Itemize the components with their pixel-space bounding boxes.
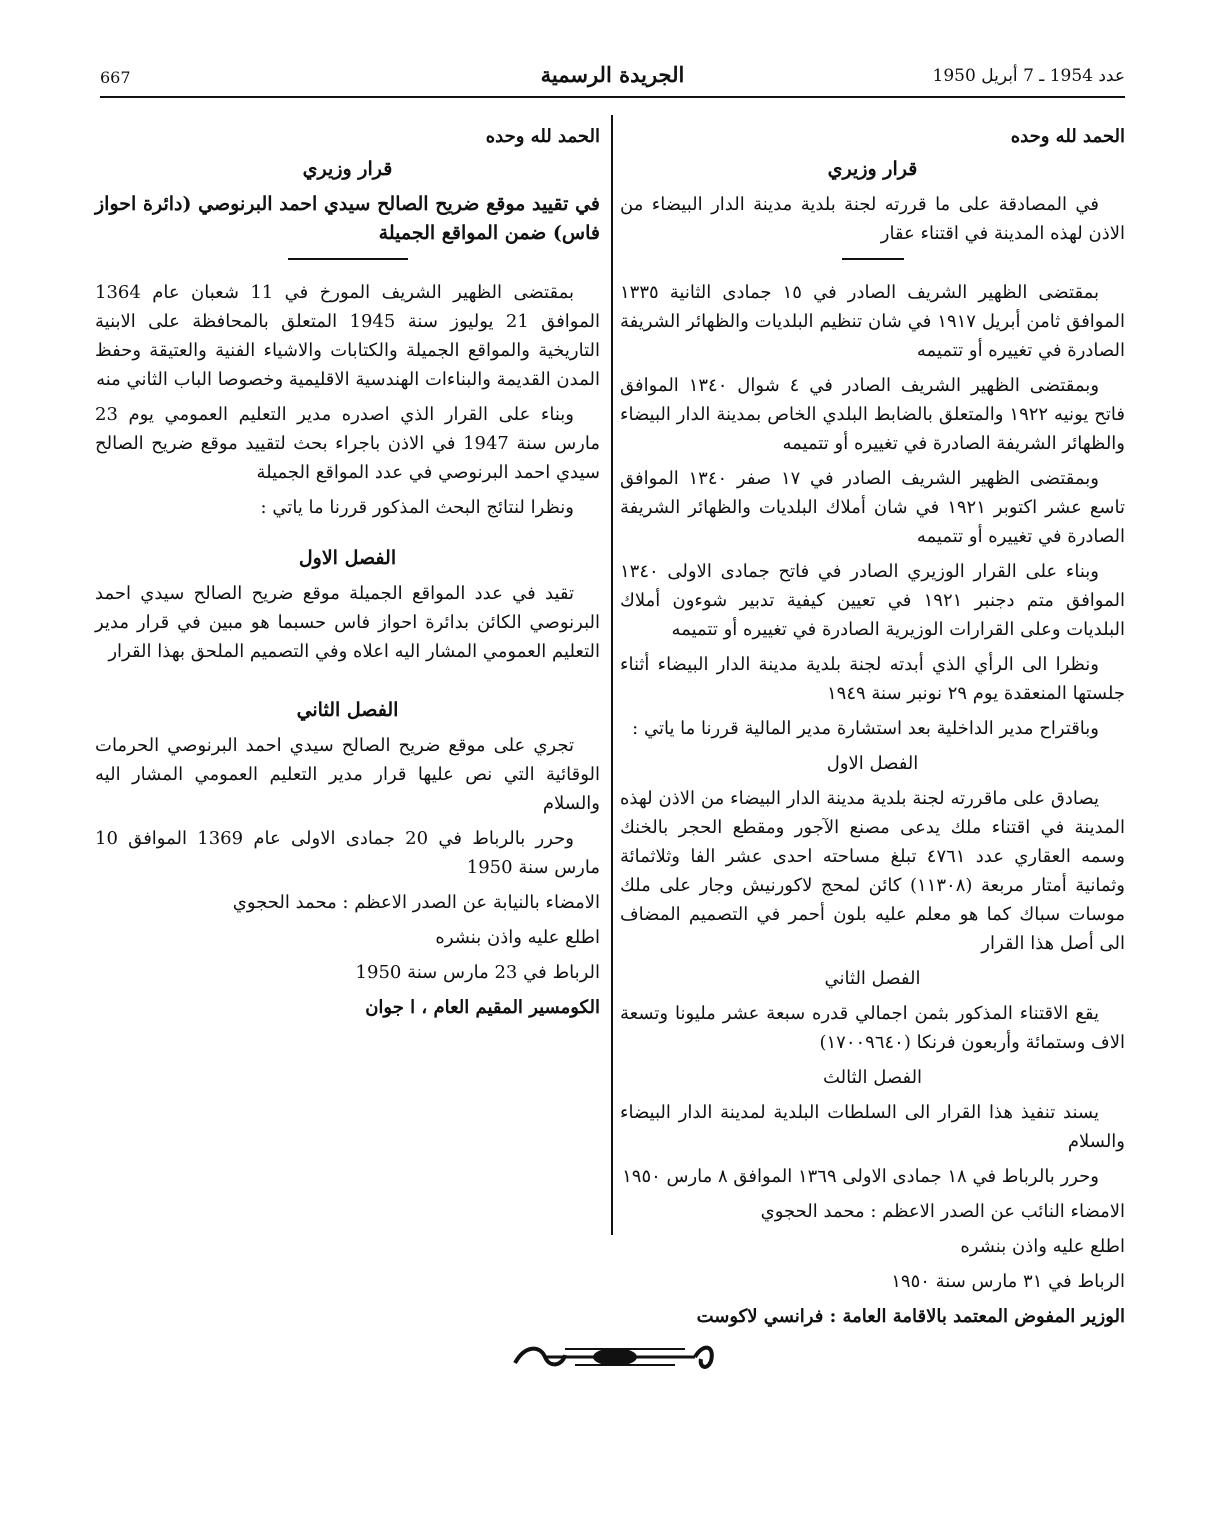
issue-number: عدد 1954 ـ 7 أبريل 1950 <box>932 66 1125 86</box>
praise-line: الحمد لله وحده <box>485 126 600 147</box>
decree-fez-site <box>95 122 600 1028</box>
signature-2: اطلع عليه واذن بنشره <box>435 927 600 948</box>
decree-subject: في المصادقة على ما قررته لجنة بلدية مدينة الدار البيضاء من الاذن لهذه المدينة في اقتناء عقار <box>620 194 1125 244</box>
article-1-text: يصادق على ماقررته لجنة بلدية مدينة الدار البيضاء من الاذن لهذه المدينة في اقتناء ملك يدعى مصنع الآجور ومقطع الحجر بالخنك وسمه العقاري عدد ٤٧٦١ تبلغ مساحته احدى عشر الفا وثلاثمائة وثمانية أمتار مربعة (١١٣٠٨) كائن لمحج لاكورنيش وجار على ملك موسات سباك كما هو معلم عليه بلون أحمر في التصميم المضاف الى أصل هذا القرار <box>620 788 1125 954</box>
signature-2: اطلع عليه واذن بنشره <box>960 1236 1125 1257</box>
signature-4: الكومسير المقيم العام ، ا جوان <box>365 997 600 1018</box>
separator-rule <box>288 258 408 260</box>
decree-heading: قرار وزيري <box>302 158 393 180</box>
signature-1: الامضاء النائب عن الصدر الاعظم : محمد الحجوي <box>760 1201 1125 1222</box>
decree-subject: في تقييد موقع ضريح الصالح سيدي احمد البرنوصي (دائرة احواز فاس) ضمن المواقع الجميلة <box>95 193 600 244</box>
article-3-title: الفصل الثالث <box>822 1067 923 1088</box>
page-header <box>100 62 1125 98</box>
signature-3: الرباط في 23 مارس سنة 1950 <box>355 962 600 983</box>
praise-line: الحمد لله وحده <box>1010 126 1125 147</box>
preamble-4: وبناء على القرار الوزيري الصادر في فاتح جمادى الاولى ١٣٤٠ الموافق متم دجنبر ١٩٢١ في تعيين كيفية تدبير شوءون أملاك البلديات وعلى القرارات الوزيرية الصادرة في تغييره أو تتميمه <box>620 561 1125 640</box>
preamble-3: ونظرا لنتائج البحث المذكور قررنا ما ياتي : <box>260 497 574 518</box>
signature-4: الوزير المفوض المعتمد بالاقامة العامة : فرانسي لاكوست <box>696 1306 1125 1327</box>
preamble-5: ونظرا الى الرأي الذي أبدته لجنة بلدية مدينة الدار البيضاء أثناء جلستها المنعقدة يوم ٢٩ نونبر سنة ١٩٤٩ <box>620 654 1125 704</box>
gazette-title: الجريدة الرسمية <box>540 62 685 87</box>
article-2-title: الفصل الثاني <box>824 968 921 989</box>
done-at: وحرر بالرباط في 20 جمادى الاولى عام 1369 الموافق 10 مارس سنة 1950 <box>95 828 600 878</box>
decorative-ornament <box>505 1335 721 1375</box>
preamble-2: وبناء على القرار الذي اصدره مدير التعليم العمومي يوم 23 مارس سنة 1947 في الاذن باجراء بحث لتقييد موقع ضريح الصالح سيدي احمد البرنوصي في عدد المواقع الجميلة <box>95 404 600 483</box>
column-divider <box>611 115 613 1235</box>
article-1-text: تقيد في عدد المواقع الجميلة موقع ضريح الصالح سيدي احمد البرنوصي الكائن بدائرة احواز فاس حسبما هو مبين في قرار مدير التعليم العمومي المشار اليه اعلاه وفي التصميم الملحق بهذا القرار <box>95 583 600 662</box>
preamble-6: وباقتراح مدير الداخلية بعد استشارة مدير المالية قررنا ما ياتي : <box>632 718 1099 739</box>
preamble-3: وبمقتضى الظهير الشريف الصادر في ١٧ صفر ١٣٤٠ الموافق تاسع عشر اكتوبر ١٩٢١ في شان أملاك البلديات والظهائر الشريفة الصادرة في تغييره أو تتميمه <box>620 468 1125 547</box>
done-at: وحرر بالرباط في ١٨ جمادى الاولى ١٣٦٩ الموافق ٨ مارس ١٩٥٠ <box>622 1166 1099 1187</box>
article-2-title: الفصل الثاني <box>296 699 399 721</box>
article-1-title: الفصل الاول <box>826 753 919 774</box>
preamble-1: بمقتضى الظهير الشريف الصادر في ١٥ جمادى الثانية ١٣٣٥ الموافق ثامن أبريل ١٩١٧ في شان تنظيم البلديات والظهائر الشريفة الصادرة في تغييره أو تتميمه <box>620 282 1125 361</box>
article-1-title: الفصل الاول <box>298 547 397 569</box>
decree-heading: قرار وزيري <box>827 158 918 180</box>
article-3-text: يسند تنفيذ هذا القرار الى السلطات البلدية لمدينة الدار البيضاء والسلام <box>620 1102 1125 1152</box>
preamble-2: وبمقتضى الظهير الشريف الصادر في ٤ شوال ١٣٤٠ الموافق فاتح يونيه ١٩٢٢ والمتعلق بالضابط البلدي الخاص بمدينة الدار البيضاء والظهائر الشريفة الصادرة في تغييره أو تتميمه <box>620 375 1125 454</box>
article-2-text: تجري على موقع ضريح الصالح سيدي احمد البرنوصي الحرمات الوقائية التي نص عليها قرار مدير التعليم العمومي المشار اليه والسلام <box>95 735 600 814</box>
signature-1: الامضاء بالنيابة عن الصدر الاعظم : محمد الحجوي <box>232 892 600 913</box>
separator-rule <box>842 258 904 260</box>
decree-casablanca <box>620 122 1125 1337</box>
page-number: 667 <box>100 68 131 87</box>
article-2-text: يقع الاقتناء المذكور بثمن اجمالي قدره سبعة عشر مليونا وتسعة الاف وستمائة وأربعون فرنكا (١٧٠٠٩٦٤٠) <box>620 1003 1125 1053</box>
signature-3: الرباط في ٣١ مارس سنة ١٩٥٠ <box>891 1271 1125 1292</box>
preamble-1: بمقتضى الظهير الشريف المورخ في 11 شعبان عام 1364 الموافق 21 يوليوز سنة 1945 المتعلق بالمحافظة على الابنية التاريخية والمواقع الجميلة والكتابات والاشياء الفنية والعتيقة وحفظ المدن القديمة والبناءات الهندسية الاقليمية وخصوصا الباب الثاني منه <box>95 282 600 390</box>
